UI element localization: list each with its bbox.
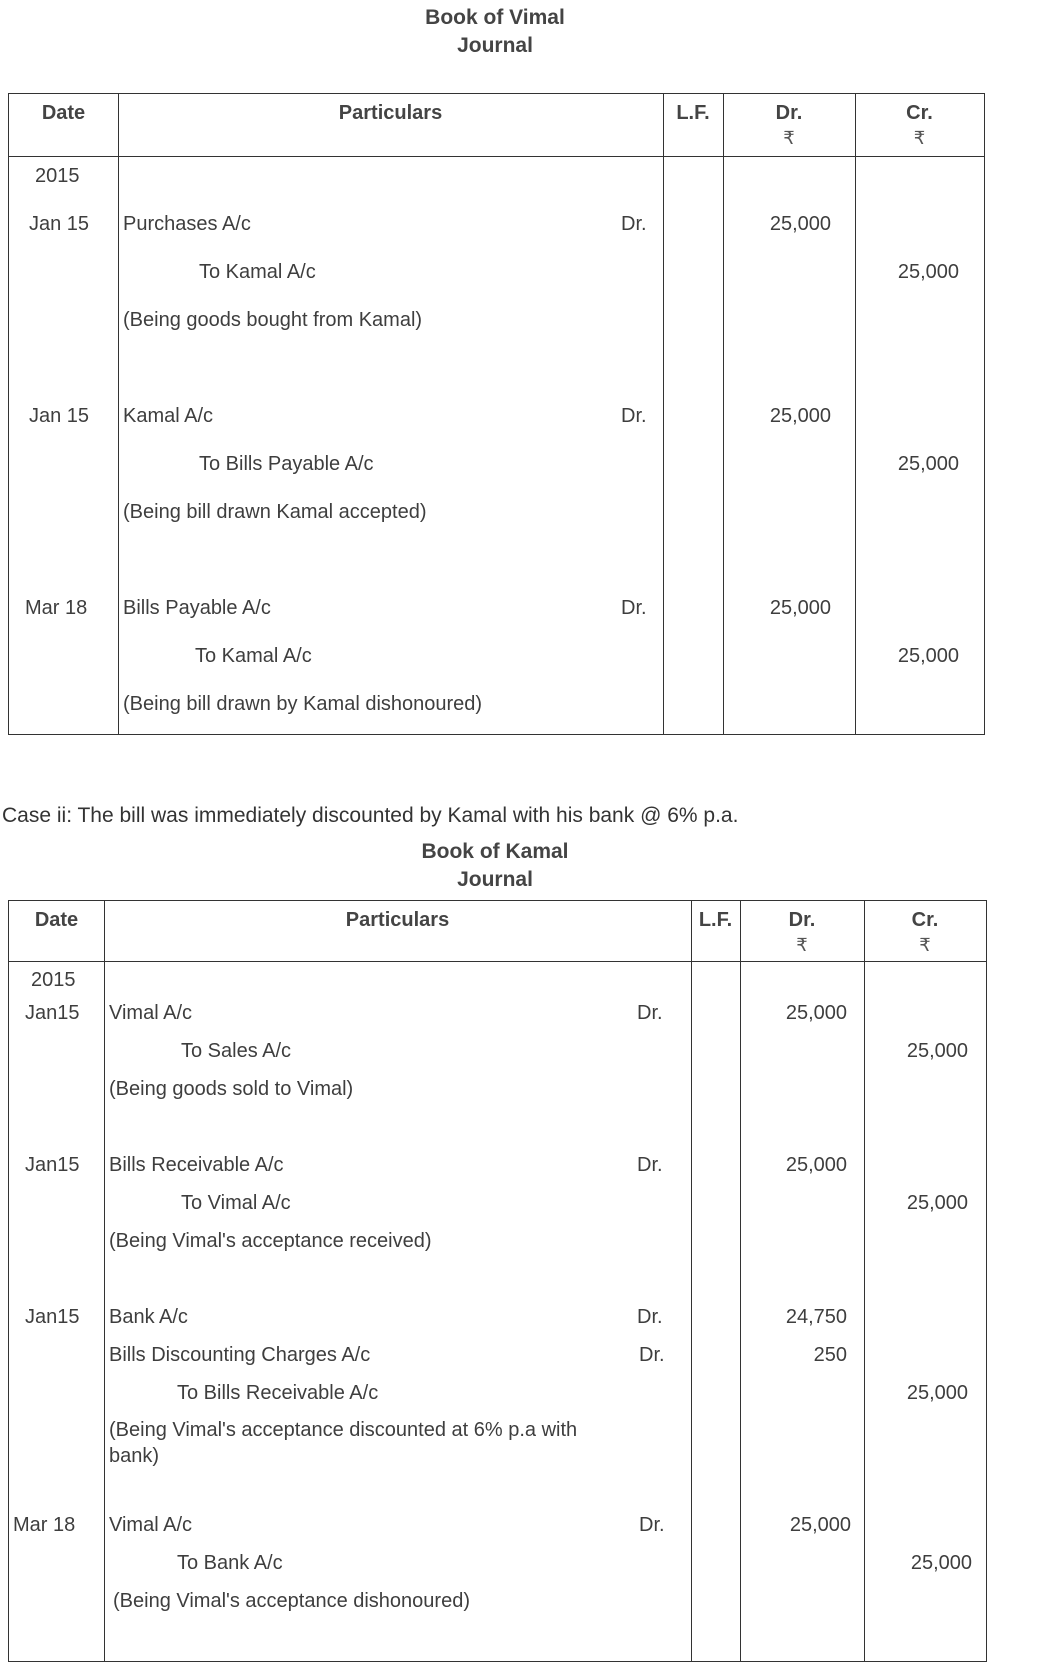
credit-account: To Kamal A/c: [195, 645, 312, 667]
debit-account: Bank A/c: [109, 1306, 188, 1328]
credit-account: To Bills Payable A/c: [199, 453, 374, 475]
credit-account: To Bills Receivable A/c: [177, 1382, 379, 1404]
debit-amount: 24,750: [785, 1306, 847, 1328]
header-lf: L.F.: [676, 102, 710, 124]
debit-account: Kamal A/c: [123, 405, 214, 427]
vimal-journal-title: [0, 4, 990, 60]
entry-date: Jan 15: [29, 405, 90, 427]
header-date: Date: [34, 909, 79, 931]
header-cr-currency: ₹: [913, 128, 926, 148]
debit-amount: 25,000: [769, 405, 831, 427]
kamal-journal-table: [8, 900, 987, 1662]
debit-amount: 25,000: [785, 1002, 847, 1024]
narration: (Being Vimal's acceptance dishonoured): [113, 1590, 470, 1612]
narration: (Being goods sold to Vimal): [109, 1078, 354, 1100]
header-dr-currency: ₹: [783, 128, 795, 148]
entry-date: Jan15: [25, 1002, 80, 1024]
credit-amount: 25,000: [906, 1040, 968, 1062]
header-cr-currency: ₹: [919, 935, 931, 955]
dr-mark: Dr.: [621, 597, 647, 619]
debit-amount: 25,000: [769, 213, 831, 235]
debit-account: Vimal A/c: [109, 1002, 192, 1024]
credit-account: To Kamal A/c: [199, 261, 316, 283]
narration: (Being Vimal's acceptance received): [109, 1230, 432, 1252]
kamal-journal-heading: [0, 838, 990, 894]
credit-amount: 25,000: [897, 453, 959, 475]
credit-amount: 25,000: [906, 1382, 968, 1404]
debit-amount: 25,000: [769, 597, 831, 619]
entry-date: Jan15: [25, 1306, 80, 1328]
dr-mark: Dr.: [639, 1344, 665, 1366]
year: 2015: [35, 165, 80, 187]
vimal-journal-table: [8, 93, 985, 735]
case-ii-description: Case ii: The bill was immediately discounted by Kamal with his bank @ 6% p.a.: [2, 804, 739, 827]
header-particulars: Particulars: [345, 909, 450, 931]
credit-amount: 25,000: [897, 261, 959, 283]
dr-mark: Dr.: [621, 213, 647, 235]
dr-mark: Dr.: [639, 1514, 665, 1536]
year: 2015: [31, 969, 76, 991]
narration: (Being Vimal's acceptance discounted at 6% p.a with bank): [109, 1419, 578, 1467]
header-lf: L.F.: [698, 909, 733, 931]
credit-amount: 25,000: [910, 1552, 972, 1574]
kamal-book-title: Book of Kamal: [421, 840, 569, 863]
header-dr: Dr.: [775, 102, 803, 124]
debit-account: Bills Receivable A/c: [109, 1154, 284, 1176]
debit-account: Vimal A/c: [109, 1514, 192, 1536]
vimal-book-title: Book of Vimal: [425, 6, 565, 29]
entry-date: Mar 18: [13, 1514, 76, 1536]
header-dr: Dr.: [788, 909, 816, 931]
header-particulars: Particulars: [338, 102, 443, 124]
vimal-journal-subtitle: Journal: [457, 34, 533, 57]
credit-amount: 25,000: [897, 645, 959, 667]
narration: (Being bill drawn Kamal accepted): [123, 501, 427, 523]
debit-account: Purchases A/c: [123, 213, 251, 235]
debit-account: Bills Discounting Charges A/c: [109, 1344, 371, 1366]
debit-amount: 250: [813, 1344, 847, 1366]
credit-account: To Sales A/c: [181, 1040, 292, 1062]
dr-mark: Dr.: [637, 1002, 663, 1024]
debit-amount: 25,000: [785, 1154, 847, 1176]
debit-amount: 25,000: [789, 1514, 851, 1536]
credit-account: To Vimal A/c: [181, 1192, 291, 1214]
dr-mark: Dr.: [637, 1154, 663, 1176]
credit-account: To Bank A/c: [177, 1552, 283, 1574]
narration: (Being goods bought from Kamal): [123, 309, 423, 331]
entry-date: Mar 18: [25, 597, 88, 619]
narration: (Being bill drawn by Kamal dishonoured): [123, 693, 483, 715]
entry-date: Jan 15: [29, 213, 90, 235]
credit-amount: 25,000: [906, 1192, 968, 1214]
header-date: Date: [41, 102, 86, 124]
header-dr-currency: ₹: [796, 935, 808, 955]
kamal-journal-subtitle: Journal: [457, 868, 533, 891]
header-cr: Cr.: [906, 102, 933, 124]
entry-date: Jan15: [25, 1154, 80, 1176]
dr-mark: Dr.: [637, 1306, 663, 1328]
dr-mark: Dr.: [621, 405, 647, 427]
debit-account: Bills Payable A/c: [123, 597, 271, 619]
header-cr: Cr.: [911, 909, 939, 931]
